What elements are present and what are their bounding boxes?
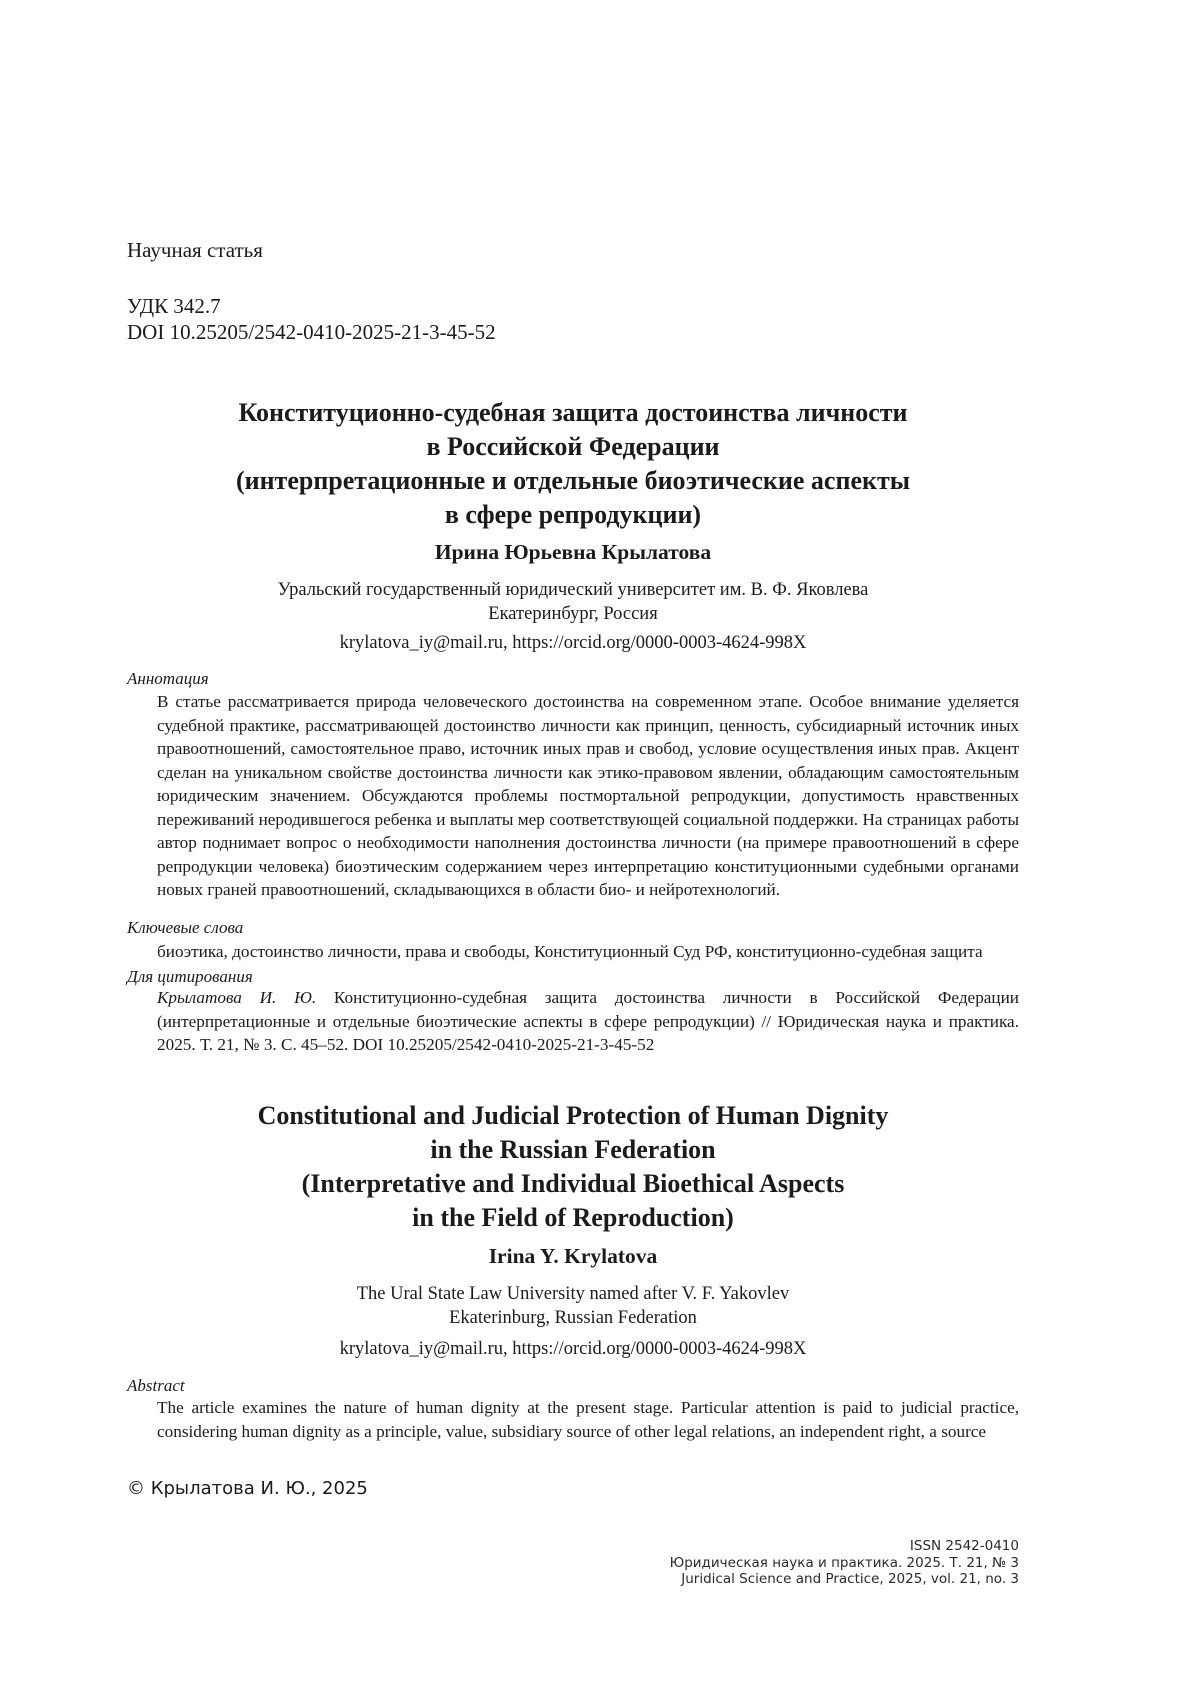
udk-code: УДК 342.7 — [127, 294, 221, 318]
issn: ISSN 2542-0410 — [909, 1538, 1019, 1554]
affiliation-line: Екатеринбург, Россия — [488, 604, 658, 624]
contact-en[interactable]: krylatova_iy@mail.ru, https://orcid.org/0000-0003-4624-998X — [339, 1339, 807, 1359]
citation-text — [157, 986, 1019, 1057]
author-name-en: Irina Y. Krylatova — [488, 1244, 658, 1268]
affiliation-en — [127, 1282, 1019, 1330]
annotation-label: Аннотация — [127, 669, 209, 688]
journal-footer — [670, 1538, 1019, 1588]
author-name-ru: Ирина Юрьевна Крылатова — [434, 540, 712, 564]
journal-name-en: Juridical Science and Practice, 2025, vol. 21, no. 3 — [681, 1571, 1019, 1587]
title-line: в Российской Федерации — [426, 432, 720, 461]
keywords-label: Ключевые слова — [127, 918, 244, 937]
title-line: in the Russian Federation — [430, 1135, 716, 1164]
affiliation-line: Ekaterinburg, Russian Federation — [449, 1308, 697, 1328]
affiliation-line: Уральский государственный юридический университет им. В. Ф. Яковлева — [277, 580, 869, 600]
title-line: в сфере репродукции) — [444, 500, 702, 529]
article-title-en — [127, 1099, 1019, 1235]
doi[interactable]: DOI 10.25205/2542-0410-2025-21-3-45-52 — [127, 320, 496, 344]
journal-name-ru: Юридическая наука и практика. 2025. Т. 21, № 3 — [669, 1554, 1019, 1571]
affiliation-line: The Ural State Law University named after V. F. Yakovlev — [356, 1284, 790, 1304]
citation-reference: Конституционно-судебная защита достоинства личности в Российской Федерации (интерпретационные и отдельные биоэтические аспекты в сфере репродукции) // Юридическая наука и практика. 2025. Т. 21, № 3. С. 45–52. DOI 10.25205/2542-0410-2025-21-3-45-52 — [157, 988, 1020, 1054]
title-line: in the Field of Reproduction) — [412, 1203, 734, 1232]
article-type: Научная статья — [127, 238, 263, 262]
title-line: (интерпретационные и отдельные биоэтические аспекты — [235, 466, 911, 495]
citation-label: Для цитирования — [127, 967, 253, 986]
citation-author: Крылатова И. Ю. — [157, 988, 317, 1007]
title-line: Конституционно-судебная защита достоинства личности — [238, 398, 908, 427]
article-title-ru — [127, 396, 1019, 532]
title-line: (Interpretative and Individual Bioethical Aspects — [301, 1169, 845, 1198]
affiliation-ru — [127, 578, 1019, 626]
abstract-label: Abstract — [127, 1376, 185, 1395]
title-line: Constitutional and Judicial Protection of Human Dignity — [257, 1101, 889, 1130]
abstract-text: The article examines the nature of human dignity at the present stage. Particular attention is paid to judicial practice, considering human dignity as a principle, value, subsidiary source of other legal relations, an independent right, a source — [157, 1398, 1019, 1441]
contact-ru[interactable]: krylatova_iy@mail.ru, https://orcid.org/0000-0003-4624-998X — [339, 633, 807, 653]
annotation-text: В статье рассматривается природа человеческого достоинства на современном этапе. Особое внимание уделяется судебной практике, рассматривающей достоинство личности как принцип, ценность, субсидиарный источник иных правоотношений, самостоятельное право, источник иных прав и свобод, условие осуществления иных прав. Акцент сделан на уникальном свойстве достоинства личности как этико-правовом явлении, обладающим самостоятельным юридическим значением. Обсуждаются проблемы постмортальной репродукции, допустимость нравственных переживаний неродившегося ребенка и выплаты мер соответствующей социальной поддержки. На страницах работы автор поднимает вопрос о необходимости наполнения достоинства личности (на примере правоотношений в сфере репродукции человека) биоэтическим содержанием через интерпретацию конституционными судебными органами новых граней правоотношений, складывающихся в области био- и нейротехнологий. — [157, 692, 1019, 899]
keywords-text: биоэтика, достоинство личности, права и свободы, Конституционный Суд РФ, конституционно-судебная защита — [157, 942, 983, 961]
copyright-notice: © Крылатова И. Ю., 2025 — [127, 1478, 368, 1499]
